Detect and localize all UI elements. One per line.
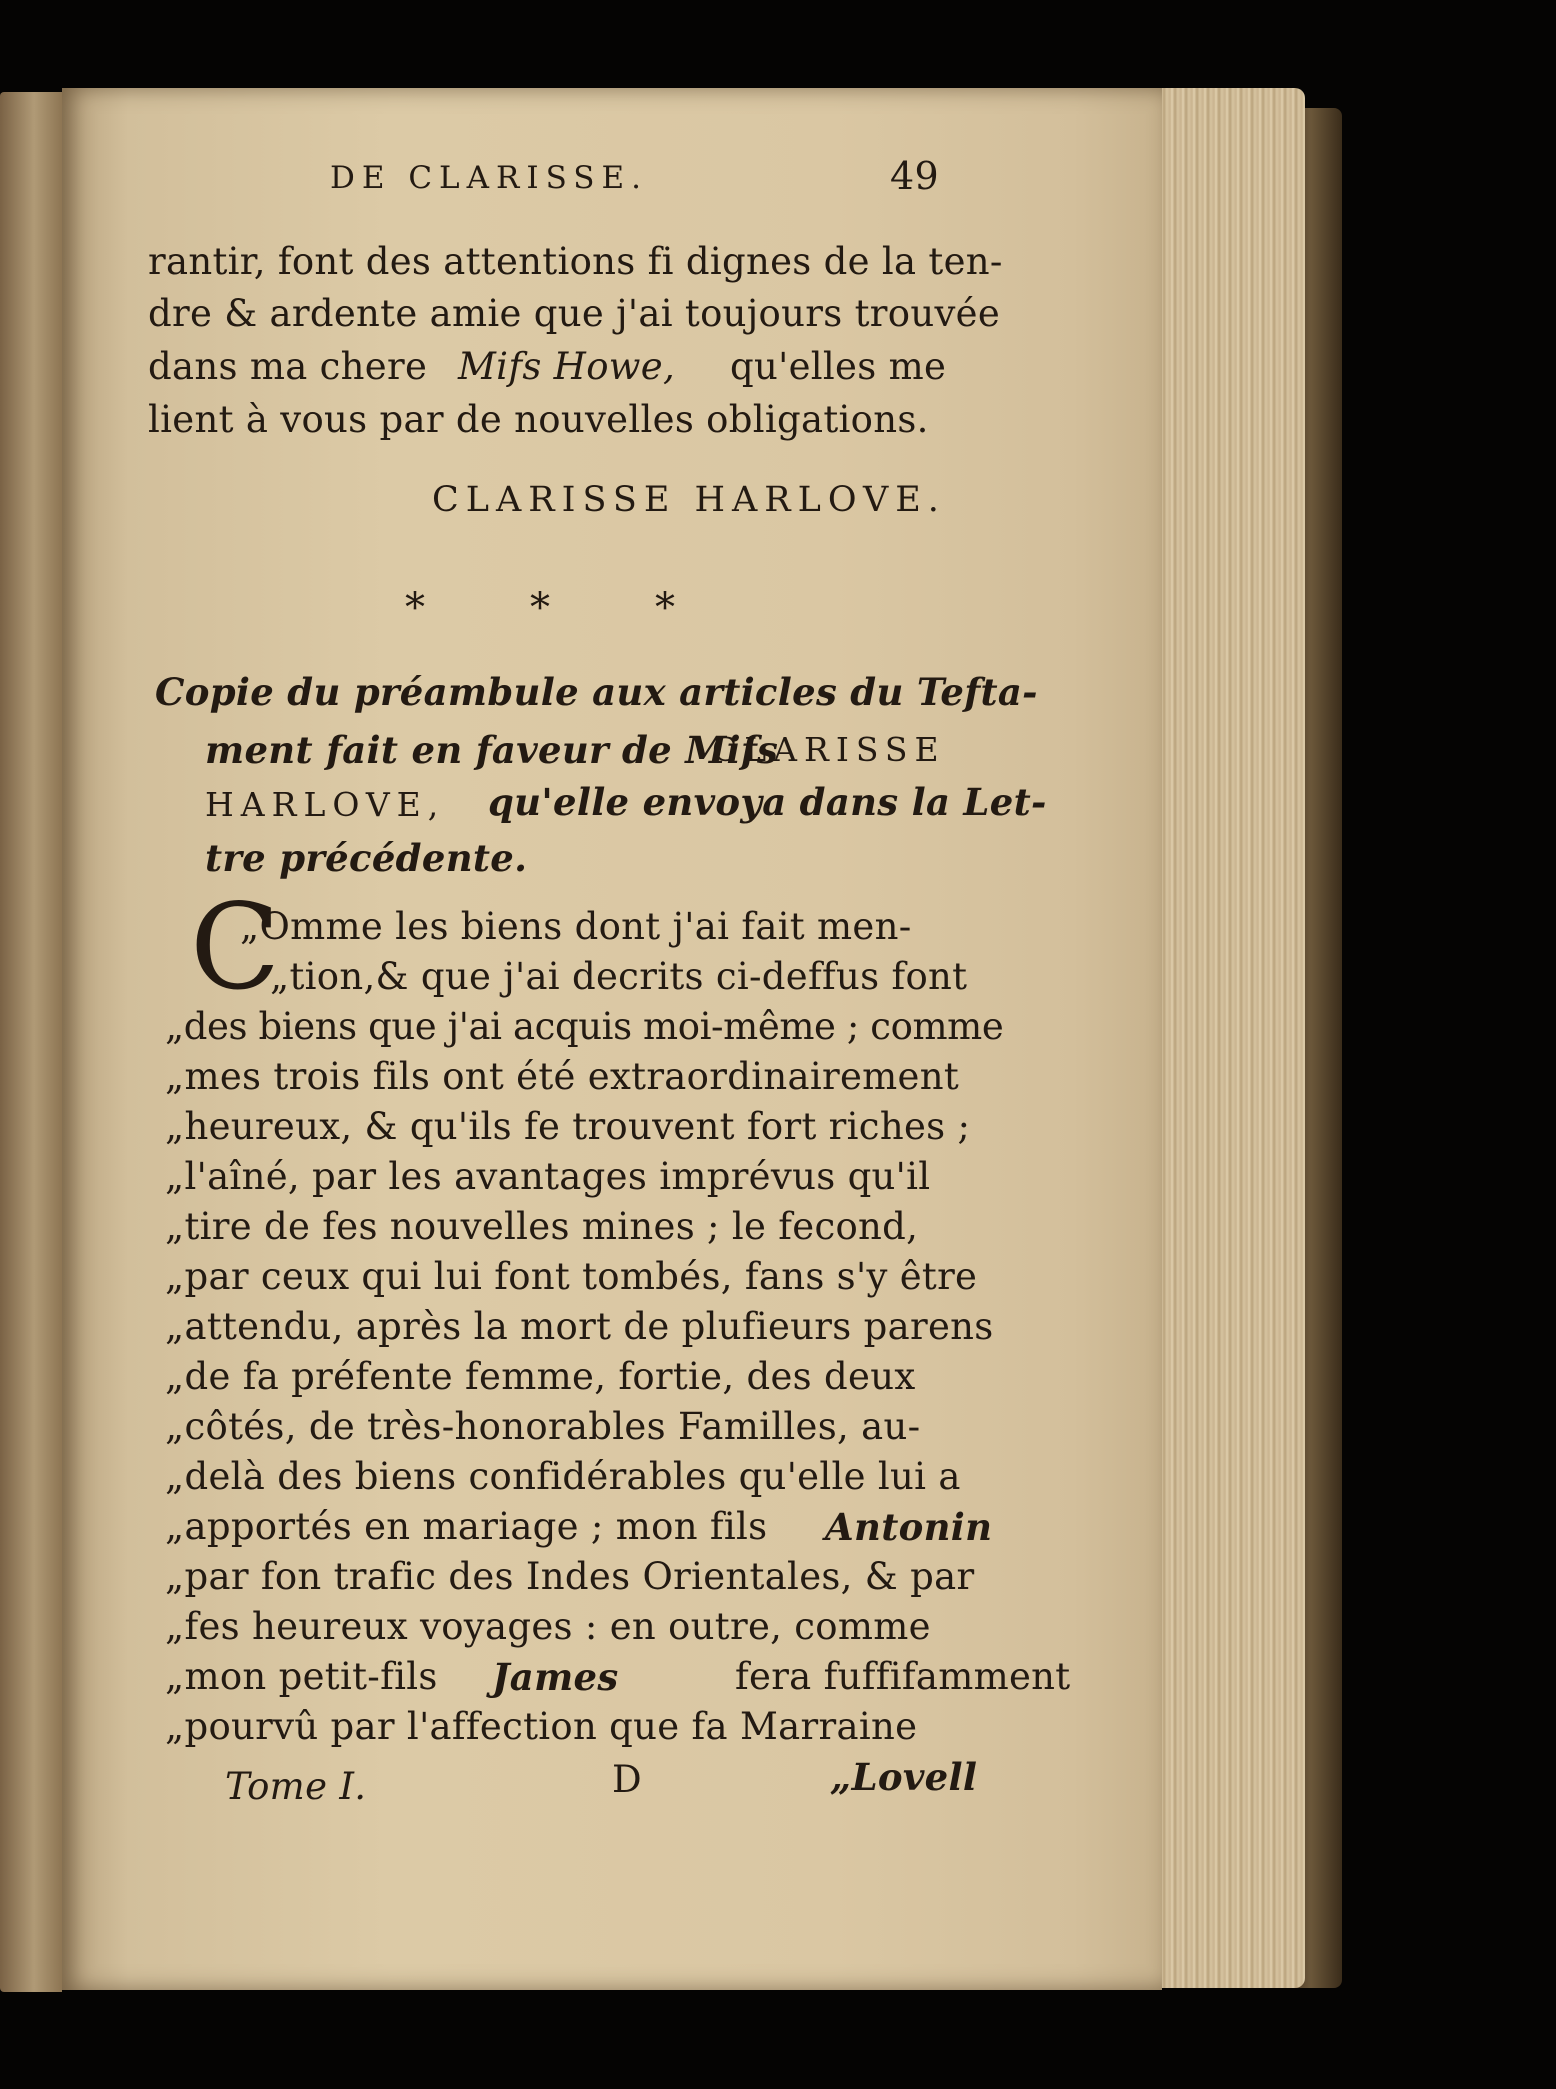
- text-line: „des biens que j'ai acquis moi-même ; comme: [165, 1005, 1004, 1048]
- text-line: „tire de fes nouvelles mines ; le fecond,: [165, 1205, 919, 1248]
- page-number: 49: [890, 154, 939, 198]
- text-line: „Omme les biens dont j'ai fait men-: [240, 905, 912, 948]
- text-line: „de fa préfente femme, fortie, des deux: [165, 1355, 916, 1398]
- heading-line: tre précédente.: [205, 836, 528, 880]
- text-line: dans ma chere: [148, 345, 428, 388]
- star: *: [530, 585, 550, 631]
- text-line: „fes heureux voyages : en outre, comme: [165, 1605, 931, 1648]
- text-line: „pourvû par l'affection que fa Marraine: [165, 1705, 918, 1748]
- heading-line: qu'elle envoya dans la Let-: [488, 780, 1047, 824]
- text-line: „côtés, de très-honorables Familles, au-: [165, 1405, 921, 1448]
- text-line: „heureux, & qu'ils fe trouvent fort riches ;: [165, 1105, 971, 1148]
- text-line: rantir, font des attentions fi dignes de la ten-: [148, 240, 1003, 283]
- volume-number: Tome I.: [225, 1765, 367, 1808]
- signature: CLARISSE HARLOVE.: [432, 480, 946, 520]
- separator: [405, 585, 780, 631]
- text-line: fera fuffifamment: [735, 1655, 1071, 1698]
- text-line: dre & ardente amie que j'ai toujours trouvée: [148, 292, 1001, 335]
- text-line: „par fon trafic des Indes Orientales, & par: [165, 1555, 975, 1598]
- text-line-italic-name: Mifs Howe,: [458, 345, 676, 388]
- drop-cap: C: [190, 878, 281, 1016]
- text-line: lient à vous par de nouvelles obligations.: [148, 398, 929, 441]
- text-line: „apportés en mariage ; mon fils: [165, 1505, 768, 1548]
- running-title: DE CLARISSE.: [330, 160, 649, 196]
- page-stack-edges: [1145, 88, 1305, 1988]
- heading-name: HARLOVE,: [205, 785, 446, 824]
- signature-mark: D: [612, 1758, 642, 1801]
- star: *: [655, 585, 675, 631]
- text-line: „tion,& que j'ai decrits ci-deffus font: [270, 955, 968, 998]
- heading-line: ment fait en faveur de Mifs: [205, 728, 779, 772]
- text-line-italic-name: James: [492, 1655, 619, 1699]
- text-line: „delà des biens confidérables qu'elle lui a: [165, 1455, 961, 1498]
- text-line: „attendu, après la mort de plufieurs parens: [165, 1305, 994, 1348]
- left-page-edge: [0, 92, 62, 1992]
- heading-line: Copie du préambule aux articles du Tefta-: [155, 670, 1038, 714]
- text-line-italic-name: Antonin: [825, 1505, 993, 1549]
- text-line: qu'elles me: [730, 345, 947, 388]
- catchword: „Lovell: [830, 1755, 978, 1799]
- text-line: „mon petit-fils: [165, 1655, 438, 1698]
- text-line: „par ceux qui lui font tombés, fans s'y être: [165, 1255, 978, 1298]
- text-line: „mes trois fils ont été extraordinairement: [165, 1055, 960, 1098]
- text-line: „l'aîné, par les avantages imprévus qu'il: [165, 1155, 931, 1198]
- heading-name: CLARISSE: [712, 730, 946, 769]
- star: *: [405, 585, 425, 631]
